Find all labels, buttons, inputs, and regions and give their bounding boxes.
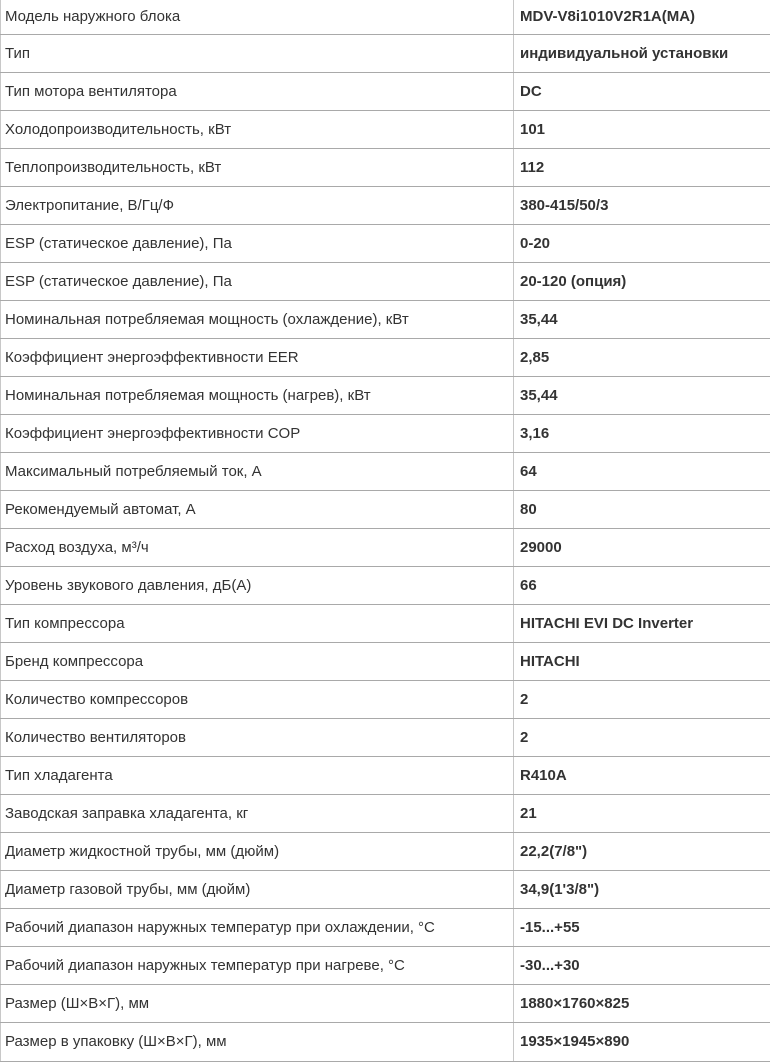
spec-label: ESP (статическое давление), Па [1,262,514,300]
spec-row [1,946,770,984]
spec-row [1,908,770,946]
spec-row [1,528,770,566]
spec-label: Размер в упаковку (Ш×В×Г), мм [1,1022,514,1061]
spec-row [1,262,770,300]
spec-row [1,794,770,832]
spec-value: 22,2(7/8") [514,832,770,870]
spec-row [1,642,770,680]
spec-label: Заводская заправка хладагента, кг [1,794,514,832]
spec-value: R410A [514,756,770,794]
spec-value: 2 [514,718,770,756]
spec-label: Холодопроизводительность, кВт [1,110,514,148]
spec-label: Диаметр газовой трубы, мм (дюйм) [1,870,514,908]
spec-value: 1935×1945×890 [514,1022,770,1061]
spec-value: MDV-V8i1010V2R1A(MA) [514,0,770,34]
spec-row [1,186,770,224]
spec-row [1,110,770,148]
spec-value: 20-120 (опция) [514,262,770,300]
spec-row [1,452,770,490]
spec-label: Коэффициент энергоэффективности COP [1,414,514,452]
spec-row [1,566,770,604]
spec-value: индивидуальной установки [514,34,770,72]
spec-value: 2 [514,680,770,718]
spec-value: 112 [514,148,770,186]
spec-label: Количество вентиляторов [1,718,514,756]
spec-row [1,1022,770,1061]
spec-value: 35,44 [514,376,770,414]
spec-row [1,756,770,794]
spec-value: 35,44 [514,300,770,338]
spec-label: Тип мотора вентилятора [1,72,514,110]
spec-value: 29000 [514,528,770,566]
spec-row [1,376,770,414]
spec-label: Расход воздуха, м³/ч [1,528,514,566]
spec-value: 21 [514,794,770,832]
spec-label: Теплопроизводительность, кВт [1,148,514,186]
spec-value: 3,16 [514,414,770,452]
spec-label: Максимальный потребляемый ток, А [1,452,514,490]
spec-label: Номинальная потребляемая мощность (нагрев), кВт [1,376,514,414]
spec-value: 380-415/50/3 [514,186,770,224]
spec-value: 2,85 [514,338,770,376]
spec-row [1,0,770,34]
spec-value: HITACHI [514,642,770,680]
spec-row [1,604,770,642]
spec-value: 101 [514,110,770,148]
spec-label: Электропитание, В/Гц/Ф [1,186,514,224]
spec-label: Тип [1,34,514,72]
spec-value: 64 [514,452,770,490]
spec-label: Рабочий диапазон наружных температур при нагреве, °С [1,946,514,984]
spec-row [1,34,770,72]
spec-label: Уровень звукового давления, дБ(А) [1,566,514,604]
spec-label: Рабочий диапазон наружных температур при охлаждении, °С [1,908,514,946]
spec-row [1,148,770,186]
spec-label: Тип хладагента [1,756,514,794]
spec-row [1,338,770,376]
spec-row [1,680,770,718]
spec-label: Модель наружного блока [1,0,514,34]
spec-value: 1880×1760×825 [514,984,770,1022]
spec-row [1,490,770,528]
spec-value: 34,9(1'3/8") [514,870,770,908]
spec-label: Тип компрессора [1,604,514,642]
spec-label: Коэффициент энергоэффективности EER [1,338,514,376]
spec-label: Количество компрессоров [1,680,514,718]
spec-value: -15...+55 [514,908,770,946]
spec-value: 80 [514,490,770,528]
spec-row [1,300,770,338]
spec-row [1,870,770,908]
spec-label: ESP (статическое давление), Па [1,224,514,262]
spec-table-body [1,0,770,1061]
spec-row [1,718,770,756]
spec-row [1,224,770,262]
spec-value: DC [514,72,770,110]
spec-row [1,414,770,452]
spec-value: 0-20 [514,224,770,262]
spec-row [1,984,770,1022]
spec-label: Диаметр жидкостной трубы, мм (дюйм) [1,832,514,870]
spec-row [1,72,770,110]
spec-label: Размер (Ш×В×Г), мм [1,984,514,1022]
spec-value: 66 [514,566,770,604]
spec-label: Рекомендуемый автомат, А [1,490,514,528]
spec-value: HITACHI EVI DC Inverter [514,604,770,642]
spec-value: -30...+30 [514,946,770,984]
spec-row [1,832,770,870]
spec-label: Бренд компрессора [1,642,514,680]
spec-label: Номинальная потребляемая мощность (охлаждение), кВт [1,300,514,338]
